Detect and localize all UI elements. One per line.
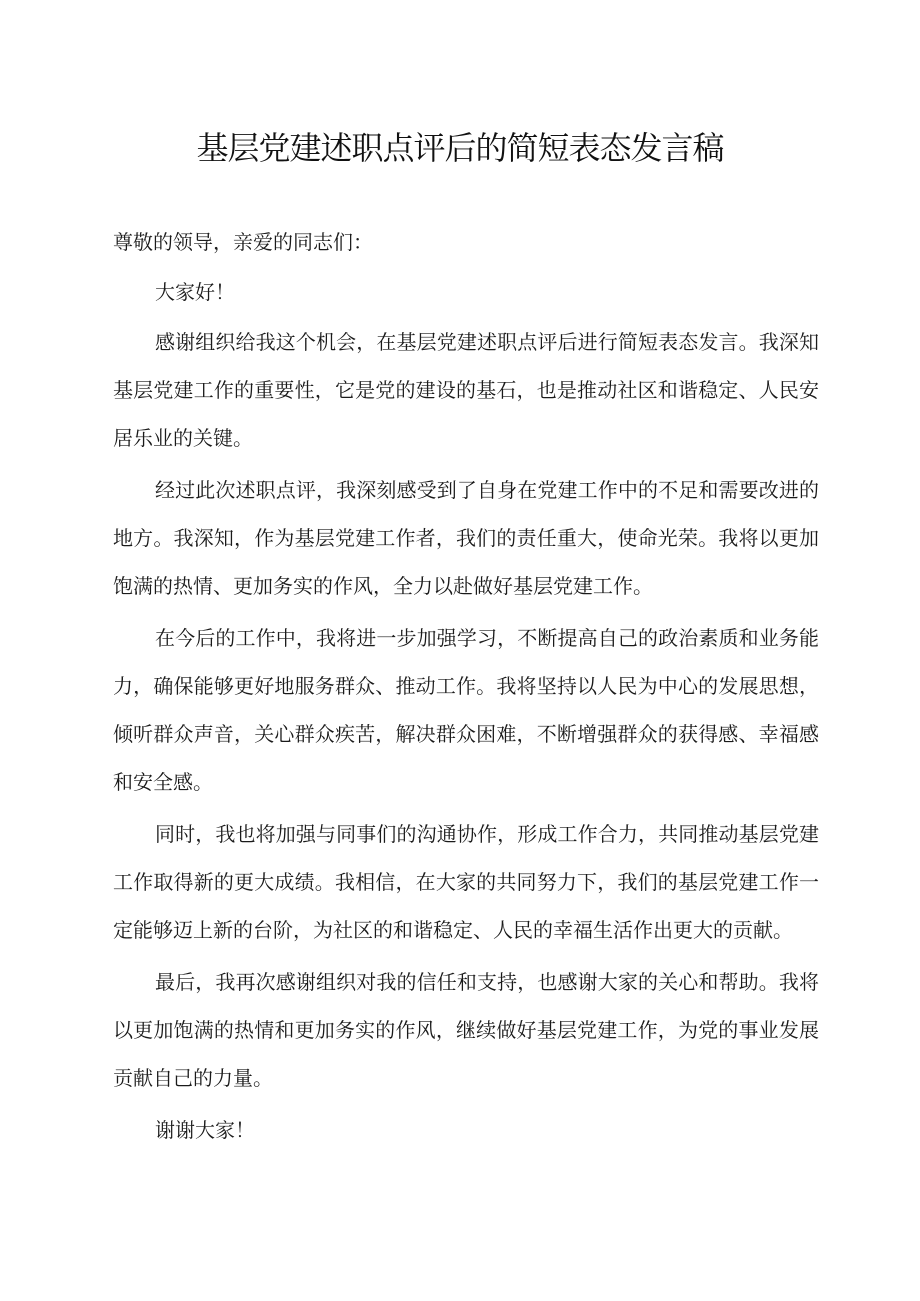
salutation: 尊敬的领导，亲爱的同志们： xyxy=(113,230,373,254)
paragraph-thanks: 感谢组织给我这个机会，在基层党建述职点评后进行简短表态发言。我深知基层党建工作的重要性，它是党的建设的基石，也是推动社区和谐稳定、人民安居乐业的关键。 xyxy=(113,330,819,450)
document-body xyxy=(113,222,819,1156)
paragraph-greeting: 大家好！ xyxy=(155,280,235,304)
paragraph-cooperation: 同时，我也将加强与同事们的沟通协作，形成工作合力，共同推动基层党建工作取得新的更大成绩。我相信，在大家的共同努力下，我们的基层党建工作一定能够迈上新的台阶，为社区的和谐稳定、人民的幸福生活作出更大的贡献。 xyxy=(113,822,819,942)
paragraph-thank-you: 谢谢大家！ xyxy=(155,1118,255,1142)
paragraph-reflection: 经过此次述职点评，我深刻感受到了自身在党建工作中的不足和需要改进的地方。我深知，作为基层党建工作者，我们的责任重大，使命光荣。我将以更加饱满的热情、更加务实的作风，全力以赴做好基层党建工作。 xyxy=(113,478,819,598)
document-title: 基层党建述职点评后的简短表态发言稿 xyxy=(196,129,724,167)
paragraph-future-work: 在今后的工作中，我将进一步加强学习，不断提高自己的政治素质和业务能力，确保能够更好地服务群众、推动工作。我将坚持以人民为中心的发展思想，倾听群众声音，关心群众疾苦，解决群众困难，不断增强群众的获得感、幸福感和安全感。 xyxy=(113,626,819,794)
paragraph-closing: 最后，我再次感谢组织对我的信任和支持，也感谢大家的关心和帮助。我将以更加饱满的热情和更加务实的作风，继续做好基层党建工作，为党的事业发展贡献自己的力量。 xyxy=(113,970,819,1090)
